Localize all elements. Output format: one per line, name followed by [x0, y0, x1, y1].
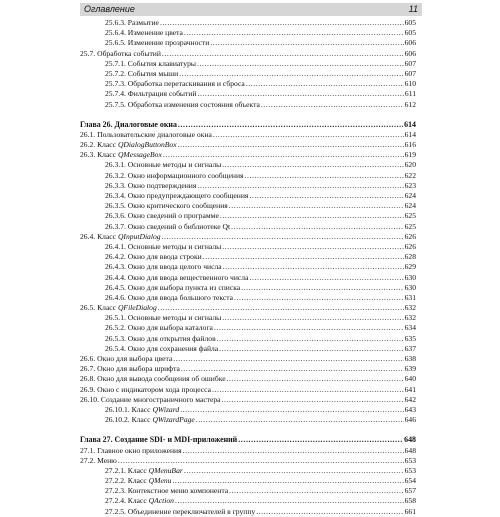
- dot-leader: [256, 507, 403, 517]
- toc-entry[interactable]: [80, 466, 416, 476]
- toc-entry-page-number: 661: [404, 506, 416, 516]
- dot-leader: [118, 456, 404, 466]
- toc-entry-prefix: 27.2.4. Класс: [105, 496, 149, 506]
- dot-leader: [223, 262, 404, 272]
- toc-entry-page-number: 640: [404, 374, 416, 384]
- dot-leader: [172, 476, 403, 486]
- toc-entry[interactable]: [80, 140, 416, 150]
- dot-leader: [231, 222, 403, 232]
- toc-entry-class-name: QDialogButtonBox: [117, 140, 177, 150]
- toc-entry-prefix: 26.6. Окно для выбора цвета: [80, 354, 173, 363]
- toc-entry-title: [105, 313, 221, 323]
- dot-leader: [261, 100, 404, 110]
- toc-entry-title: [105, 69, 178, 79]
- toc-entry-prefix: Глава 26. Диалоговые окна: [80, 119, 177, 129]
- toc-entry-class-name: QMenuBar: [148, 465, 183, 475]
- toc-entry[interactable]: [80, 150, 416, 160]
- toc-entry-page-number: 631: [404, 292, 416, 302]
- running-header: [80, 3, 422, 16]
- toc-entry-page-number: 612: [404, 99, 416, 109]
- toc-entry[interactable]: [80, 59, 416, 69]
- toc-entry-prefix: 25.7.5. Обработка изменения состояния объекта: [105, 99, 260, 109]
- toc-entry-prefix: 25.6.3. Размытие: [105, 18, 159, 27]
- dot-leader: [197, 181, 403, 191]
- toc-entry-title: [80, 446, 182, 456]
- toc-entry-prefix: 26.3.4. Окно предупреждающего сообщения: [105, 191, 249, 200]
- toc-entry-page-number: 646: [404, 415, 416, 425]
- toc-entry-prefix: 26.3. Класс: [80, 150, 118, 160]
- toc-entry-prefix: 26.3.7. Окно сведений о библиотеке Qt: [105, 221, 231, 231]
- toc-entry-title: [105, 181, 196, 191]
- toc-entry-prefix: 26.4.2. Окно для ввода строки: [105, 252, 202, 262]
- toc-entry-title: [105, 171, 244, 181]
- toc-entry-page-number: 653: [404, 455, 416, 465]
- toc-entry-title: [80, 140, 177, 150]
- toc-entry[interactable]: [80, 385, 416, 395]
- toc-entry-page-number: 622: [404, 170, 416, 180]
- dot-leader: [180, 405, 403, 415]
- toc-entry-page-number: 610: [404, 79, 416, 89]
- toc-entry-title: [80, 385, 211, 395]
- toc-entry-prefix: 26.5.3. Окно для открытия файлов: [105, 333, 216, 343]
- toc-entry-page-number: 614: [404, 129, 416, 139]
- toc-entry-title: [80, 232, 161, 242]
- toc-entry-title: [80, 49, 161, 59]
- toc-entry-prefix: 26.10. Создание многостраничного мастера: [80, 394, 221, 404]
- dot-leader: [214, 323, 404, 333]
- toc-entry-title: [80, 395, 221, 405]
- toc-entry-prefix: 26.3.6. Окно сведений о программе: [105, 211, 219, 221]
- toc-entry-title: [105, 496, 174, 506]
- toc-entry-page-number: 605: [404, 18, 416, 27]
- toc-entry-page-number: 616: [404, 140, 416, 150]
- toc-entry[interactable]: [80, 313, 416, 323]
- toc-entry-title: [105, 486, 228, 496]
- toc-entry-prefix: 25.7.2. События мыши: [105, 68, 179, 78]
- toc-entry-prefix: 26.10.2. Класс: [105, 415, 153, 425]
- toc-entry-page-number: 606: [404, 48, 416, 58]
- toc-entry-page-number: 642: [404, 394, 416, 404]
- toc-entry[interactable]: [80, 201, 416, 211]
- toc-entry[interactable]: [80, 222, 416, 232]
- toc-entry-page-number: 654: [404, 476, 416, 486]
- dot-leader: [241, 283, 403, 293]
- toc-entry-title: [105, 79, 245, 89]
- toc-entry[interactable]: [80, 323, 416, 333]
- toc-entry-title: [105, 242, 221, 252]
- dot-leader: [181, 364, 404, 374]
- toc-entry-page-number: 639: [404, 364, 416, 374]
- toc-entry-title: [105, 222, 230, 232]
- toc-entry-class-name: QMenu: [148, 476, 172, 486]
- toc-entry[interactable]: [80, 354, 416, 364]
- toc-entry[interactable]: [80, 364, 416, 374]
- toc-entry[interactable]: [80, 374, 416, 384]
- toc-entry-page-number: 626: [404, 231, 416, 241]
- toc-chapter-entry[interactable]: [80, 435, 416, 445]
- toc-entry[interactable]: [80, 446, 416, 456]
- toc-entry-title: [105, 252, 202, 262]
- toc-entry-page-number: 624: [404, 191, 416, 200]
- toc-entry-page-number: 657: [404, 486, 416, 496]
- dot-leader: [175, 496, 404, 506]
- toc-entry-page-number: 619: [404, 150, 416, 160]
- toc-entry-prefix: 26.5.1. Основные методы и сигналы: [105, 313, 222, 323]
- toc-entry[interactable]: [80, 191, 416, 201]
- toc-entry-class-name: QWizardPage: [152, 415, 195, 425]
- dot-leader: [217, 334, 404, 344]
- dot-leader: [197, 59, 404, 69]
- dot-leader: [163, 150, 404, 160]
- toc-entry[interactable]: [80, 171, 416, 181]
- toc-entry-page-number: 630: [404, 282, 416, 292]
- toc-entry-title: [105, 293, 233, 303]
- toc-entry-prefix: 27.2.1. Класс: [105, 465, 149, 475]
- dot-leader: [179, 69, 403, 79]
- dot-leader: [249, 273, 403, 283]
- toc-entry-title: [105, 507, 255, 517]
- toc-entry-title: [105, 38, 209, 48]
- toc-entry-page-number: 658: [404, 496, 416, 506]
- toc-entry[interactable]: [80, 486, 416, 496]
- toc-entry-prefix: 26.3.3. Окно подтверждения: [105, 180, 197, 190]
- toc-entry[interactable]: [80, 262, 416, 272]
- toc-entry-title: [80, 374, 226, 384]
- dot-leader: [173, 354, 403, 364]
- toc-entry-prefix: 26.4.6. Окно для ввода большого текста: [105, 292, 234, 302]
- toc-entry-title: [105, 466, 183, 476]
- toc-entry-prefix: 25.7.1. События клавиатуры: [105, 58, 196, 68]
- toc-entry-title: [105, 415, 195, 425]
- dot-leader: [162, 232, 404, 242]
- toc-entry-prefix: 26.4.3. Окно для ввода целого числа: [105, 262, 222, 272]
- dot-leader: [210, 38, 403, 48]
- toc-entry-prefix: 27.1. Главное окно приложения: [80, 445, 182, 455]
- toc-entry-title: [80, 364, 180, 374]
- toc-entry-page-number: 643: [404, 404, 416, 414]
- toc-entry-page-number: 630: [404, 272, 416, 282]
- dot-leader: [184, 466, 404, 476]
- toc-entry[interactable]: [80, 507, 416, 517]
- dot-leader: [227, 374, 404, 384]
- dot-leader: [238, 435, 403, 445]
- toc-entry-prefix: 27.2.5. Объединение переключателей в группу: [105, 506, 256, 516]
- toc-entry-title: [80, 130, 212, 140]
- toc-entry-title: [80, 120, 177, 130]
- toc-entry-title: [105, 344, 218, 354]
- toc-entry-prefix: 26.4. Класс: [80, 231, 118, 241]
- toc-entry-prefix: 26.5.2. Окно для выбора каталога: [105, 323, 213, 333]
- toc-entry-class-name: QWizard: [152, 404, 180, 414]
- toc-entry-page-number: 638: [404, 354, 416, 363]
- dot-leader: [198, 89, 404, 99]
- dot-leader: [178, 140, 404, 150]
- toc-entry-title: [105, 323, 213, 333]
- toc-entry[interactable]: [80, 89, 416, 99]
- toc-entry-page-number: 625: [404, 211, 416, 221]
- toc-entry[interactable]: [80, 415, 416, 425]
- toc-entry-title: [80, 354, 172, 364]
- toc-entry-prefix: 26.8. Окно для вывода сообщения об ошибке: [80, 374, 226, 384]
- toc-entry-prefix: 26.3.2. Окно информационного сообщения: [105, 170, 244, 180]
- toc-entry-page-number: 607: [404, 68, 416, 78]
- dot-leader: [196, 415, 404, 425]
- toc-entry-prefix: 25.7.4. Фильтрация событий: [105, 89, 197, 99]
- dot-leader: [158, 303, 404, 313]
- toc-entry-page-number: 653: [404, 465, 416, 475]
- toc-entry-page-number: 624: [404, 201, 416, 211]
- toc-entry-prefix: 26.10.1. Класс: [105, 404, 153, 414]
- toc-entry-title: [105, 211, 219, 221]
- toc-entry-prefix: 26.3.5. Окно критического сообщения: [105, 201, 228, 211]
- toc-entry[interactable]: [80, 160, 416, 170]
- toc-entry-title: [105, 191, 248, 201]
- toc-entry-prefix: 26.4.1. Основные методы и сигналы: [105, 241, 222, 251]
- toc-entry-page-number: 648: [404, 435, 416, 445]
- toc-entry-page-number: 623: [404, 180, 416, 190]
- toc-entry-page-number: 632: [404, 303, 416, 313]
- toc-entry[interactable]: [80, 232, 416, 242]
- toc-entry-page-number: 606: [404, 38, 416, 48]
- toc-entry-prefix: 26.4.5. Окно для выбора пункта из списка: [105, 282, 241, 292]
- toc-entry-title: [105, 476, 171, 486]
- table-of-contents: [80, 18, 416, 517]
- toc-entry-page-number: 634: [404, 323, 416, 333]
- toc-entry-title: [105, 334, 216, 344]
- header-section-title: Оглавление: [84, 4, 135, 14]
- toc-entry-page-number: 605: [404, 28, 416, 38]
- toc-entry-title: [105, 405, 179, 415]
- toc-entry-title: [105, 28, 183, 38]
- toc-entry-class-name: QFileDialog: [117, 303, 157, 313]
- toc-entry-page-number: 635: [404, 333, 416, 343]
- toc-entry-title: [105, 201, 228, 211]
- dot-leader: [213, 130, 404, 140]
- toc-entry[interactable]: [80, 405, 416, 415]
- toc-entry[interactable]: [80, 303, 416, 313]
- toc-entry-prefix: 26.9. Окно с индикатором хода процесса: [80, 384, 211, 394]
- toc-entry[interactable]: [80, 130, 416, 140]
- dot-leader: [184, 28, 404, 38]
- toc-entry-prefix: 26.2. Класс: [80, 140, 118, 150]
- toc-entry-title: [105, 18, 159, 28]
- toc-entry[interactable]: [80, 181, 416, 191]
- toc-entry-page-number: 614: [404, 119, 416, 129]
- header-page-number: 11: [408, 4, 418, 14]
- toc-entry-prefix: Глава 27. Создание SDI- и MDI-приложений: [80, 435, 238, 445]
- toc-entry-page-number: 632: [404, 313, 416, 323]
- toc-entry-class-name: QAction: [148, 496, 174, 506]
- dot-leader: [160, 18, 404, 28]
- dot-leader: [222, 313, 403, 323]
- dot-leader: [222, 242, 403, 252]
- toc-entry-title: [80, 456, 117, 466]
- dot-leader: [162, 49, 404, 59]
- toc-entry[interactable]: [80, 69, 416, 79]
- toc-entry[interactable]: [80, 49, 416, 59]
- toc-entry-title: [105, 273, 248, 283]
- toc-entry[interactable]: [80, 476, 416, 486]
- toc-entry-title: [105, 262, 222, 272]
- toc-entry-page-number: 626: [404, 241, 416, 251]
- toc-entry-page-number: 641: [404, 384, 416, 394]
- toc-entry-title: [80, 303, 157, 313]
- toc-entry-page-number: 628: [404, 252, 416, 262]
- toc-entry[interactable]: [80, 496, 416, 506]
- toc-entry-prefix: 25.7.3. Обработка перетаскивания и сброса: [105, 79, 245, 89]
- toc-entry-title: [105, 59, 196, 69]
- toc-entry-prefix: 26.1. Пользовательские диалоговые окна: [80, 129, 212, 139]
- dot-leader: [222, 395, 404, 405]
- toc-entry-title: [105, 283, 240, 293]
- dot-leader: [219, 344, 403, 354]
- dot-leader: [245, 171, 404, 181]
- toc-entry-prefix: 26.4.4. Окно для ввода вещественного числа: [105, 272, 249, 282]
- dot-leader: [220, 211, 404, 221]
- toc-entry-prefix: 26.5. Класс: [80, 303, 118, 313]
- toc-entry[interactable]: [80, 79, 416, 89]
- toc-entry[interactable]: [80, 273, 416, 283]
- toc-entry-page-number: 611: [404, 89, 416, 99]
- toc-entry-prefix: 26.5.4. Окно для сохранения файла: [105, 343, 219, 353]
- dot-leader: [203, 252, 404, 262]
- toc-entry[interactable]: [80, 344, 416, 354]
- dot-leader: [246, 79, 404, 89]
- toc-entry[interactable]: [80, 211, 416, 221]
- toc-entry-prefix: 27.2. Меню: [80, 455, 117, 465]
- toc-entry[interactable]: [80, 38, 416, 48]
- toc-chapter-entry[interactable]: [80, 120, 416, 130]
- dot-leader: [222, 160, 403, 170]
- toc-entry[interactable]: [80, 283, 416, 293]
- toc-entry-prefix: 26.3.1. Основные методы и сигналы: [105, 160, 222, 170]
- toc-entry-prefix: 25.7. Обработка событий: [80, 48, 161, 58]
- toc-entry-prefix: 26.7. Окно для выбора шрифта: [80, 364, 180, 374]
- toc-entry[interactable]: [80, 100, 416, 110]
- toc-entry-page-number: 629: [404, 262, 416, 272]
- dot-leader: [229, 201, 404, 211]
- toc-entry-prefix: 25.6.4. Изменение цвета: [105, 28, 183, 38]
- toc-entry-title: [105, 160, 221, 170]
- dot-leader: [212, 385, 404, 395]
- dot-leader: [178, 120, 403, 130]
- toc-entry-class-name: QInputDialog: [117, 231, 161, 241]
- toc-entry-title: [80, 150, 162, 160]
- toc-entry-page-number: 625: [404, 221, 416, 231]
- toc-entry[interactable]: [80, 242, 416, 252]
- toc-entry-class-name: QMessageBox: [117, 150, 162, 160]
- toc-entry[interactable]: [80, 334, 416, 344]
- toc-entry-title: [105, 89, 197, 99]
- toc-entry-page-number: 607: [404, 58, 416, 68]
- toc-entry[interactable]: [80, 18, 416, 28]
- toc-entry-prefix: 25.6.5. Изменение прозрачности: [105, 38, 210, 48]
- toc-entry-prefix: 27.2.3. Контекстное меню компонента: [105, 486, 229, 496]
- toc-entry-prefix: 27.2.2. Класс: [105, 476, 149, 486]
- toc-entry-page-number: 648: [404, 445, 416, 455]
- toc-entry-page-number: 620: [404, 160, 416, 170]
- toc-entry[interactable]: [80, 28, 416, 38]
- dot-leader: [234, 293, 404, 303]
- toc-entry[interactable]: [80, 456, 416, 466]
- dot-leader: [249, 191, 403, 201]
- toc-entry[interactable]: [80, 252, 416, 262]
- toc-entry-title: [80, 435, 237, 445]
- toc-entry[interactable]: [80, 395, 416, 405]
- toc-entry[interactable]: [80, 293, 416, 303]
- dot-leader: [183, 446, 404, 456]
- toc-entry-page-number: 637: [404, 343, 416, 353]
- toc-entry-title: [105, 100, 260, 110]
- dot-leader: [229, 486, 403, 496]
